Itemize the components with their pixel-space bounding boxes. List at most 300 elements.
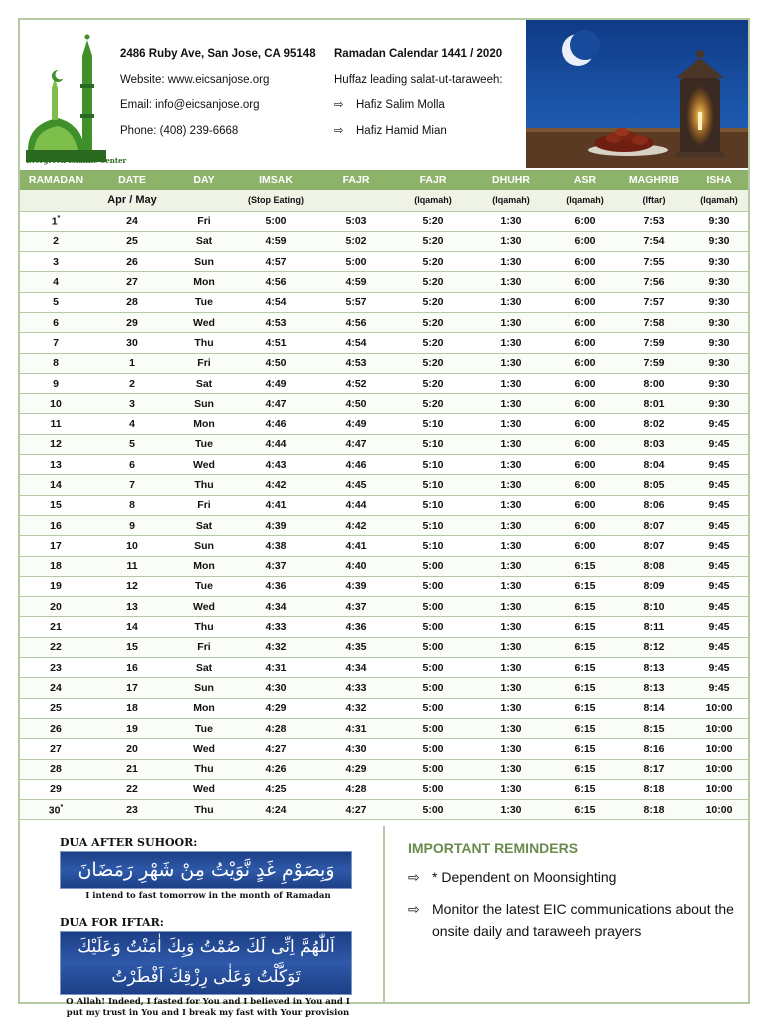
cell-isha-iqamah: 9:45 [690,597,748,617]
website[interactable]: Website: www.eicsanjose.org [120,73,270,86]
col-subheader: (Iqamah) [396,190,470,211]
cell-weekday: Mon [172,272,236,292]
cell-asr-iqamah: 6:15 [552,779,618,799]
cell-asr-iqamah: 6:00 [552,455,618,475]
cell-asr-iqamah: 6:15 [552,576,618,596]
dua-iftar-title: DUA FOR IFTAR: [60,916,164,929]
cell-fajr-iqamah: 5:20 [396,312,470,332]
cell-date: 18 [92,698,172,718]
cell-dhuhr-iqamah: 1:30 [470,617,552,637]
cell-fajr-iqamah: 5:20 [396,292,470,312]
col-subheader [172,190,236,211]
contact-info [120,42,316,144]
cell-date: 15 [92,637,172,657]
cell-ramadan-day: 22 [20,637,92,657]
dua-iftar-arabic-line: تَوَكَّلْتُ وَعَلٰى رِزْقِكَ اَفْطَرْتُ [111,967,301,987]
cell-ramadan-day: 29 [20,779,92,799]
cell-imsak: 4:31 [236,658,316,678]
col-subheader: (Iqamah) [690,190,748,211]
cell-asr-iqamah: 6:15 [552,556,618,576]
cell-fajr-iqamah: 5:00 [396,718,470,738]
col-subheader: (Iqamah) [470,190,552,211]
table-row [20,617,748,637]
cell-dhuhr-iqamah: 1:30 [470,353,552,373]
cell-date: 2 [92,373,172,393]
cell-ramadan-day: 13 [20,455,92,475]
cell-fajr: 4:27 [316,800,396,820]
reminders-title: IMPORTANT REMINDERS [408,840,579,856]
cell-weekday: Sun [172,252,236,272]
cell-fajr: 4:46 [316,455,396,475]
cell-date: 23 [92,800,172,820]
cell-maghrib-iftar: 8:13 [618,658,690,678]
email[interactable]: Email: info@eicsanjose.org [120,99,260,111]
cell-maghrib-iftar: 7:58 [618,312,690,332]
cell-weekday: Sat [172,515,236,535]
dua-iftar-arabic-line: اَللّٰهُمَّ اِنِّى لَكَ صُمْتُ وَبِكَ اٰمَنْتُ وَعَلَيْكَ [77,937,335,957]
cell-ramadan-day: 2 [20,231,92,251]
cell-maghrib-iftar: 7:56 [618,272,690,292]
table-row [20,211,748,231]
cell-imsak: 4:34 [236,597,316,617]
table-row [20,312,748,332]
dua-suhoor [60,836,356,901]
cell-imsak: 4:59 [236,231,316,251]
cell-asr-iqamah: 6:15 [552,718,618,738]
cell-fajr: 5:02 [316,231,396,251]
cell-imsak: 4:49 [236,373,316,393]
cell-dhuhr-iqamah: 1:30 [470,414,552,434]
cell-weekday: Mon [172,698,236,718]
cell-date: 30 [92,333,172,353]
cell-imsak: 4:42 [236,475,316,495]
table-row [20,658,748,678]
table-row [20,536,748,556]
cell-fajr: 4:59 [316,272,396,292]
cell-maghrib-iftar: 7:54 [618,231,690,251]
col-header: IMSAK [236,170,316,190]
cell-fajr-iqamah: 5:00 [396,739,470,759]
col-subheader: (Iqamah) [552,190,618,211]
cell-maghrib-iftar: 7:59 [618,353,690,373]
cell-weekday: Tue [172,576,236,596]
cell-fajr-iqamah: 5:00 [396,617,470,637]
cell-imsak: 4:37 [236,556,316,576]
cell-date: 20 [92,739,172,759]
col-header: FAJR [396,170,470,190]
cell-ramadan-day: 9 [20,373,92,393]
cell-maghrib-iftar: 8:10 [618,597,690,617]
table-row [20,698,748,718]
cell-ramadan-day: 17 [20,536,92,556]
header [20,20,748,170]
cell-fajr-iqamah: 5:20 [396,373,470,393]
cell-isha-iqamah: 9:45 [690,556,748,576]
reminder-text: * Dependent on Moonsighting [432,869,617,885]
dua-iftar-translation-line: O Allah! Indeed, I fasted for You and I believed in You and I [66,997,350,1007]
cell-isha-iqamah: 9:45 [690,536,748,556]
cell-isha-iqamah: 9:45 [690,455,748,475]
cell-fajr: 4:50 [316,394,396,414]
cell-isha-iqamah: 10:00 [690,779,748,799]
cell-maghrib-iftar: 8:01 [618,394,690,414]
cell-ramadan-day: 4 [20,272,92,292]
cell-maghrib-iftar: 8:09 [618,576,690,596]
cell-fajr: 4:47 [316,434,396,454]
cell-ramadan-day: 15 [20,495,92,515]
table-row [20,455,748,475]
cell-isha-iqamah: 10:00 [690,759,748,779]
cell-date: 14 [92,617,172,637]
address: 2486 Ruby Ave, San Jose, CA 95148 [120,48,316,60]
cell-dhuhr-iqamah: 1:30 [470,515,552,535]
cell-isha-iqamah: 9:30 [690,333,748,353]
cell-asr-iqamah: 6:00 [552,434,618,454]
cell-fajr: 4:29 [316,759,396,779]
table-row [20,252,748,272]
cell-isha-iqamah: 10:00 [690,718,748,738]
cell-fajr-iqamah: 5:10 [396,515,470,535]
cell-weekday: Sat [172,373,236,393]
cell-date: 11 [92,556,172,576]
cell-dhuhr-iqamah: 1:30 [470,252,552,272]
table-row [20,779,748,799]
table-row [20,434,748,454]
cell-fajr: 4:52 [316,373,396,393]
cell-imsak: 4:38 [236,536,316,556]
cell-fajr: 4:41 [316,536,396,556]
cell-dhuhr-iqamah: 1:30 [470,394,552,414]
reminder-text: Monitor the latest EIC communications about the onsite daily and taraweeh prayers [432,901,734,939]
cell-fajr-iqamah: 5:00 [396,637,470,657]
cell-imsak: 4:50 [236,353,316,373]
cell-imsak: 4:57 [236,252,316,272]
table-row [20,394,748,414]
logo-caption: Evergreen Islamic Center [26,156,127,165]
cell-maghrib-iftar: 7:57 [618,292,690,312]
cell-asr-iqamah: 6:15 [552,759,618,779]
cell-dhuhr-iqamah: 1:30 [470,698,552,718]
cell-imsak: 4:32 [236,637,316,657]
cell-fajr: 4:32 [316,698,396,718]
cell-ramadan-day: 23 [20,658,92,678]
important-reminders [408,840,738,942]
cell-weekday: Sun [172,394,236,414]
cell-fajr-iqamah: 5:20 [396,333,470,353]
arrow-icon: ⇨ [408,869,420,885]
cell-ramadan-day: 12 [20,434,92,454]
cell-imsak: 4:41 [236,495,316,515]
cell-isha-iqamah: 9:45 [690,515,748,535]
cell-fajr-iqamah: 5:00 [396,779,470,799]
cell-isha-iqamah: 9:30 [690,353,748,373]
cell-imsak: 4:44 [236,434,316,454]
cell-fajr-iqamah: 5:20 [396,252,470,272]
cell-fajr: 4:56 [316,312,396,332]
col-subheader: (Stop Eating) [236,190,316,211]
cell-weekday: Thu [172,759,236,779]
col-header: MAGHRIB [618,170,690,190]
cell-fajr: 4:36 [316,617,396,637]
cell-weekday: Wed [172,455,236,475]
cell-imsak: 4:56 [236,272,316,292]
cell-date: 9 [92,515,172,535]
cell-imsak: 4:51 [236,333,316,353]
cell-asr-iqamah: 6:15 [552,800,618,820]
cell-fajr: 4:44 [316,495,396,515]
cell-date: 5 [92,434,172,454]
col-header: DATE [92,170,172,190]
hafiz-name: Hafiz Hamid Mian [356,124,447,137]
cell-weekday: Fri [172,353,236,373]
cell-imsak: 4:24 [236,800,316,820]
table-row [20,576,748,596]
col-header: ASR [552,170,618,190]
bottom-section [20,826,748,1018]
cell-fajr: 4:45 [316,475,396,495]
hafiz-item [334,119,503,145]
table-row [20,515,748,535]
cell-isha-iqamah: 9:30 [690,252,748,272]
cell-weekday: Wed [172,779,236,799]
cell-date: 24 [92,211,172,231]
cell-dhuhr-iqamah: 1:30 [470,678,552,698]
cell-fajr: 4:39 [316,576,396,596]
cell-date: 27 [92,272,172,292]
cell-fajr: 4:35 [316,637,396,657]
cell-maghrib-iftar: 8:05 [618,475,690,495]
cell-asr-iqamah: 6:00 [552,211,618,231]
cell-maghrib-iftar: 8:04 [618,455,690,475]
cell-fajr-iqamah: 5:10 [396,475,470,495]
cell-isha-iqamah: 10:00 [690,698,748,718]
cell-fajr: 4:31 [316,718,396,738]
cell-asr-iqamah: 6:00 [552,475,618,495]
cell-imsak: 4:33 [236,617,316,637]
cell-isha-iqamah: 9:45 [690,678,748,698]
cell-fajr: 4:42 [316,515,396,535]
cell-maghrib-iftar: 8:16 [618,739,690,759]
calendar-info [334,42,503,144]
cell-fajr: 5:00 [316,252,396,272]
table-row [20,292,748,312]
cell-dhuhr-iqamah: 1:30 [470,434,552,454]
cell-dhuhr-iqamah: 1:30 [470,658,552,678]
cell-weekday: Sat [172,231,236,251]
cell-isha-iqamah: 9:30 [690,292,748,312]
cell-imsak: 4:53 [236,312,316,332]
prayer-times-table-wrap [20,170,748,820]
cell-dhuhr-iqamah: 1:30 [470,292,552,312]
cell-fajr: 4:53 [316,353,396,373]
cell-asr-iqamah: 6:00 [552,312,618,332]
huffaz-label: Huffaz leading salat-ut-taraweeh: [334,73,503,86]
cell-fajr: 4:33 [316,678,396,698]
table-subheader-row [20,190,748,211]
cell-isha-iqamah: 9:30 [690,231,748,251]
col-header: DHUHR [470,170,552,190]
cell-asr-iqamah: 6:15 [552,739,618,759]
table-row [20,373,748,393]
cell-isha-iqamah: 9:30 [690,394,748,414]
cell-maghrib-iftar: 8:07 [618,536,690,556]
col-header: ISHA [690,170,748,190]
arrow-icon: ⇨ [334,124,344,137]
cell-asr-iqamah: 6:15 [552,658,618,678]
cell-maghrib-iftar: 8:17 [618,759,690,779]
cell-dhuhr-iqamah: 1:30 [470,536,552,556]
cell-isha-iqamah: 9:45 [690,617,748,637]
cell-dhuhr-iqamah: 1:30 [470,800,552,820]
cell-weekday: Thu [172,475,236,495]
cell-date: 13 [92,597,172,617]
cell-fajr-iqamah: 5:20 [396,211,470,231]
cell-asr-iqamah: 6:15 [552,597,618,617]
cell-ramadan-day: 24 [20,678,92,698]
cell-date: 4 [92,414,172,434]
table-row [20,637,748,657]
cell-dhuhr-iqamah: 1:30 [470,333,552,353]
cell-ramadan-day: 30* [20,800,92,820]
cell-ramadan-day: 8 [20,353,92,373]
cell-ramadan-day: 27 [20,739,92,759]
cell-ramadan-day: 25 [20,698,92,718]
table-row [20,414,748,434]
moonsighting-star: * [57,214,61,222]
cell-asr-iqamah: 6:00 [552,353,618,373]
cell-date: 8 [92,495,172,515]
cell-weekday: Sun [172,678,236,698]
cell-fajr-iqamah: 5:20 [396,272,470,292]
table-row [20,333,748,353]
cell-fajr-iqamah: 5:00 [396,658,470,678]
cell-weekday: Tue [172,292,236,312]
cell-date: 12 [92,576,172,596]
cell-weekday: Fri [172,211,236,231]
table-row [20,495,748,515]
cell-maghrib-iftar: 7:55 [618,252,690,272]
cell-weekday: Tue [172,718,236,738]
table-row [20,353,748,373]
cell-fajr-iqamah: 5:20 [396,231,470,251]
cell-date: 17 [92,678,172,698]
cell-isha-iqamah: 10:00 [690,739,748,759]
cell-isha-iqamah: 9:45 [690,475,748,495]
cell-maghrib-iftar: 8:14 [618,698,690,718]
cell-dhuhr-iqamah: 1:30 [470,373,552,393]
cell-dhuhr-iqamah: 1:30 [470,475,552,495]
ramadan-calendar-page [18,18,750,1018]
mosque-logo-icon [24,26,108,168]
cell-weekday: Tue [172,434,236,454]
cell-asr-iqamah: 6:00 [552,373,618,393]
cell-weekday: Sun [172,536,236,556]
col-subheader: (Iftar) [618,190,690,211]
cell-imsak: 5:00 [236,211,316,231]
cell-imsak: 4:47 [236,394,316,414]
cell-dhuhr-iqamah: 1:30 [470,495,552,515]
dua-suhoor-arabic: وَبِصَوْمِ غَدٍ نَّوَيْتُ مِنْ شَهْرِ رَمَضَانَ [60,851,352,889]
cell-maghrib-iftar: 8:00 [618,373,690,393]
cell-dhuhr-iqamah: 1:30 [470,556,552,576]
reminder-item [408,866,738,888]
phone: Phone: (408) 239-6668 [120,124,239,137]
cell-isha-iqamah: 9:45 [690,414,748,434]
cell-dhuhr-iqamah: 1:30 [470,718,552,738]
cell-ramadan-day: 5 [20,292,92,312]
cell-imsak: 4:27 [236,739,316,759]
cell-fajr-iqamah: 5:10 [396,434,470,454]
reminder-item [408,898,738,942]
cell-weekday: Wed [172,312,236,332]
cell-date: 1 [92,353,172,373]
cell-weekday: Wed [172,739,236,759]
cell-dhuhr-iqamah: 1:30 [470,312,552,332]
cell-dhuhr-iqamah: 1:30 [470,211,552,231]
cell-maghrib-iftar: 8:03 [618,434,690,454]
cell-date: 29 [92,312,172,332]
col-header: FAJR [316,170,396,190]
cell-fajr-iqamah: 5:20 [396,394,470,414]
cell-asr-iqamah: 6:00 [552,292,618,312]
cell-isha-iqamah: 9:45 [690,637,748,657]
cell-ramadan-day: 20 [20,597,92,617]
cell-date: 25 [92,231,172,251]
cell-weekday: Fri [172,495,236,515]
cell-ramadan-day: 21 [20,617,92,637]
cell-fajr-iqamah: 5:10 [396,455,470,475]
cell-date: 10 [92,536,172,556]
cell-asr-iqamah: 6:00 [552,495,618,515]
table-row [20,231,748,251]
cell-ramadan-day: 28 [20,759,92,779]
table-row [20,759,748,779]
cell-fajr: 4:37 [316,597,396,617]
cell-fajr-iqamah: 5:00 [396,556,470,576]
calendar-title: Ramadan Calendar 1441 / 2020 [334,48,503,60]
cell-fajr-iqamah: 5:00 [396,678,470,698]
cell-fajr: 4:40 [316,556,396,576]
cell-ramadan-day: 16 [20,515,92,535]
cell-isha-iqamah: 9:30 [690,373,748,393]
cell-fajr: 4:49 [316,414,396,434]
cell-date: 22 [92,779,172,799]
cell-asr-iqamah: 6:15 [552,698,618,718]
cell-weekday: Mon [172,414,236,434]
cell-maghrib-iftar: 8:18 [618,800,690,820]
cell-asr-iqamah: 6:15 [552,678,618,698]
col-subheader [20,190,92,211]
dua-iftar-translation [60,997,356,1019]
cell-fajr: 4:34 [316,658,396,678]
table-body [20,211,748,820]
cell-ramadan-day: 19 [20,576,92,596]
cell-maghrib-iftar: 8:02 [618,414,690,434]
hafiz-item [334,93,503,119]
cell-imsak: 4:46 [236,414,316,434]
cell-asr-iqamah: 6:15 [552,637,618,657]
cell-ramadan-day: 1* [20,211,92,231]
cell-dhuhr-iqamah: 1:30 [470,576,552,596]
col-header: RAMADAN [20,170,92,190]
cell-asr-iqamah: 6:00 [552,515,618,535]
arrow-icon: ⇨ [408,901,420,917]
cell-maghrib-iftar: 8:06 [618,495,690,515]
cell-maghrib-iftar: 7:59 [618,333,690,353]
cell-ramadan-day: 11 [20,414,92,434]
cell-dhuhr-iqamah: 1:30 [470,231,552,251]
col-subheader: Apr / May [92,190,172,211]
